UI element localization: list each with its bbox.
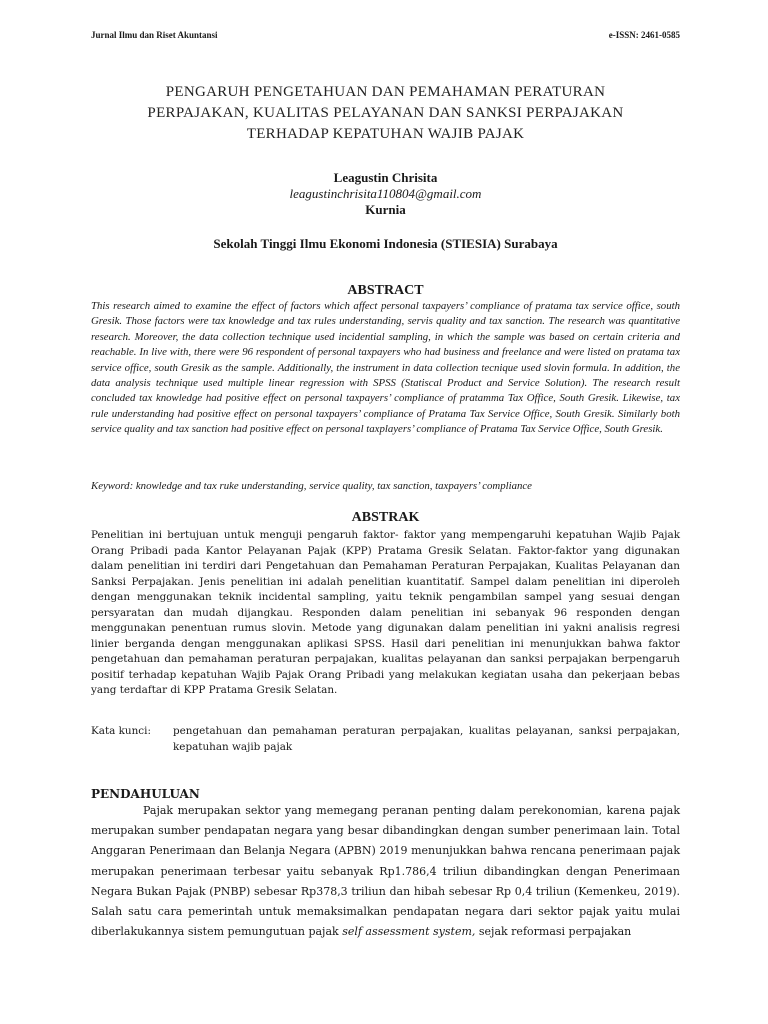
abstract-body — [91, 299, 680, 438]
kata-kunci-label: Kata kunci: — [91, 725, 151, 737]
kata-kunci-value: pengetahuan dan pemahaman peraturan perpajakan, kualitas pelayanan, sanksi perpajakan, kepatuhan wajib pajak — [173, 725, 680, 753]
intro-text: Pajak merupakan sektor yang memegang peranan penting dalam perekonomian, karena pajak merupakan sumber pendapatan negara yang besar dibandingkan dengan sumber penerimaan lain. Total Anggaran Penerimaan dan Belanja Negara (APBN) 2019 menunjukkan bahwa rencana penerimaan pajak merupakan penerimaan terbesar yaitu sebanyak Rp1.786,4 triliun dibandingkan dengan Penerimaan Negara Bukan Pajak (PNBP) sebesar Rp378,3 triliun dan hibah sebesar Rp 0,4 triliun (Kemenkeu, 2019). Salah satu cara pemerintah untuk memaksimalkan pendapatan negara dari sektor pajak yaitu mulai diberlakukannya sistem pemungutuan pajak — [91, 804, 680, 939]
author-block — [91, 170, 680, 218]
section-heading-pendahuluan: PENDAHULUAN — [91, 787, 200, 801]
intro-body — [91, 801, 680, 942]
kata-kunci — [91, 724, 680, 755]
intro-italic-term: self assessment system, — [342, 925, 476, 939]
paper-title — [91, 82, 680, 145]
title-line: PENGARUH PENGETAHUAN DAN PEMAHAMAN PERATURAN — [165, 84, 606, 100]
running-header — [91, 30, 680, 40]
issn: e-ISSN: 2461-0585 — [608, 30, 680, 40]
abstrak-text: Penelitian ini bertujuan untuk menguji pengaruh faktor- faktor yang mempengaruhi kepatuhan Wajib Pajak Orang Pribadi pada Kantor Pelayanan Pajak (KPP) Pratama Gresik Selatan. Faktor-faktor yang digunakan dalam penelitian ini terdiri dari Pengetahuan dan Pemahaman Peraturan Perpajakan, Kualitas Pelayanan dan Sanksi Perpajakan. Jenis penelitian ini adalah penelitian kuantitatif. Sampel dalam penelitian ini diperoleh dengan menggunakan teknik incidental sampling, yaitu teknik pengambilan sampel yang sesuai dengan persyaratan dan mudah dijangkau. Responden dalam penelitian ini sebanyak 96 responden dengan menggunakan penentuan rumus slovin. Metode yang digunakan dalam penelitian ini yakni analisis regresi linier berganda dengan menggunakan aplikasi SPSS. Hasil dari penelitian ini menunjukkan bahwa faktor pengetahuan dan pemahaman peraturan perpajakan, kualitas pelayanan dan sanksi perpajakan berpengaruh positif terhadap kepatuhan Wajib Pajak Orang Pribadi yang melakukan kegiatan usaha dan pekerjaan bebas yang terdaftar di KPP Pratama Gresik Selatan. — [91, 529, 680, 696]
author-name: Leagustin Chrisita — [333, 170, 438, 185]
abstract-keywords: Keyword: knowledge and tax ruke understanding, service quality, tax sanction, taxpayers’ compliance — [91, 480, 532, 492]
abstrak-body — [91, 528, 680, 699]
author-name: Kurnia — [365, 202, 406, 217]
abstract-text: This research aimed to examine the effect of factors which affect personal taxpayers’ compliance of pratama tax service office, south Gresik. Those factors were tax knowledge and tax rules understanding, servis quality and tax sanction. The research was quantitative research. Moreover, the data collection technique used incidential sampling, in which the sample was based on certain criteria and reachable. In live with, there were 96 respondent of personal taxpayers who had business and freelance and were listed on pratama tax service office, south Gresik as the sample. Additionally, the instrument in data collection tecnique used slovin formula. In addition, the data analysis technique used multiple linear regression with SPSS (Statiscal Product and Service Solution). The research result concluded tax knowledge had positive effect on personal taxpayers’ compliance of pratamma Tax Office, South Gresik. Likewise, tax rule understanding had positive effect on personal taxpayers’ compliance of Pratama Tax Service Office, South Gresik. Similarly both service quality and tax sanction had positive effect on personal taxplayers’ compliance of Pratama Tax Service Office, South Gresik. — [91, 300, 680, 436]
abstract-heading: ABSTRACT — [347, 283, 424, 298]
journal-name: Jurnal Ilmu dan Riset Akuntansi — [91, 30, 218, 40]
title-line: TERHADAP KEPATUHAN WAJIB PAJAK — [246, 126, 525, 142]
intro-text-end: sejak reformasi perpajakan — [475, 925, 632, 939]
intro-paragraph — [91, 801, 680, 942]
institution: Sekolah Tinggi Ilmu Ekonomi Indonesia (STIESIA) Surabaya — [213, 236, 558, 251]
title-line: PERPAJAKAN, KUALITAS PELAYANAN DAN SANKSI PERPAJAKAN — [147, 105, 624, 121]
abstrak-heading: ABSTRAK — [351, 510, 420, 525]
author-email: leagustinchrisita110804@gmail.com — [289, 186, 482, 201]
